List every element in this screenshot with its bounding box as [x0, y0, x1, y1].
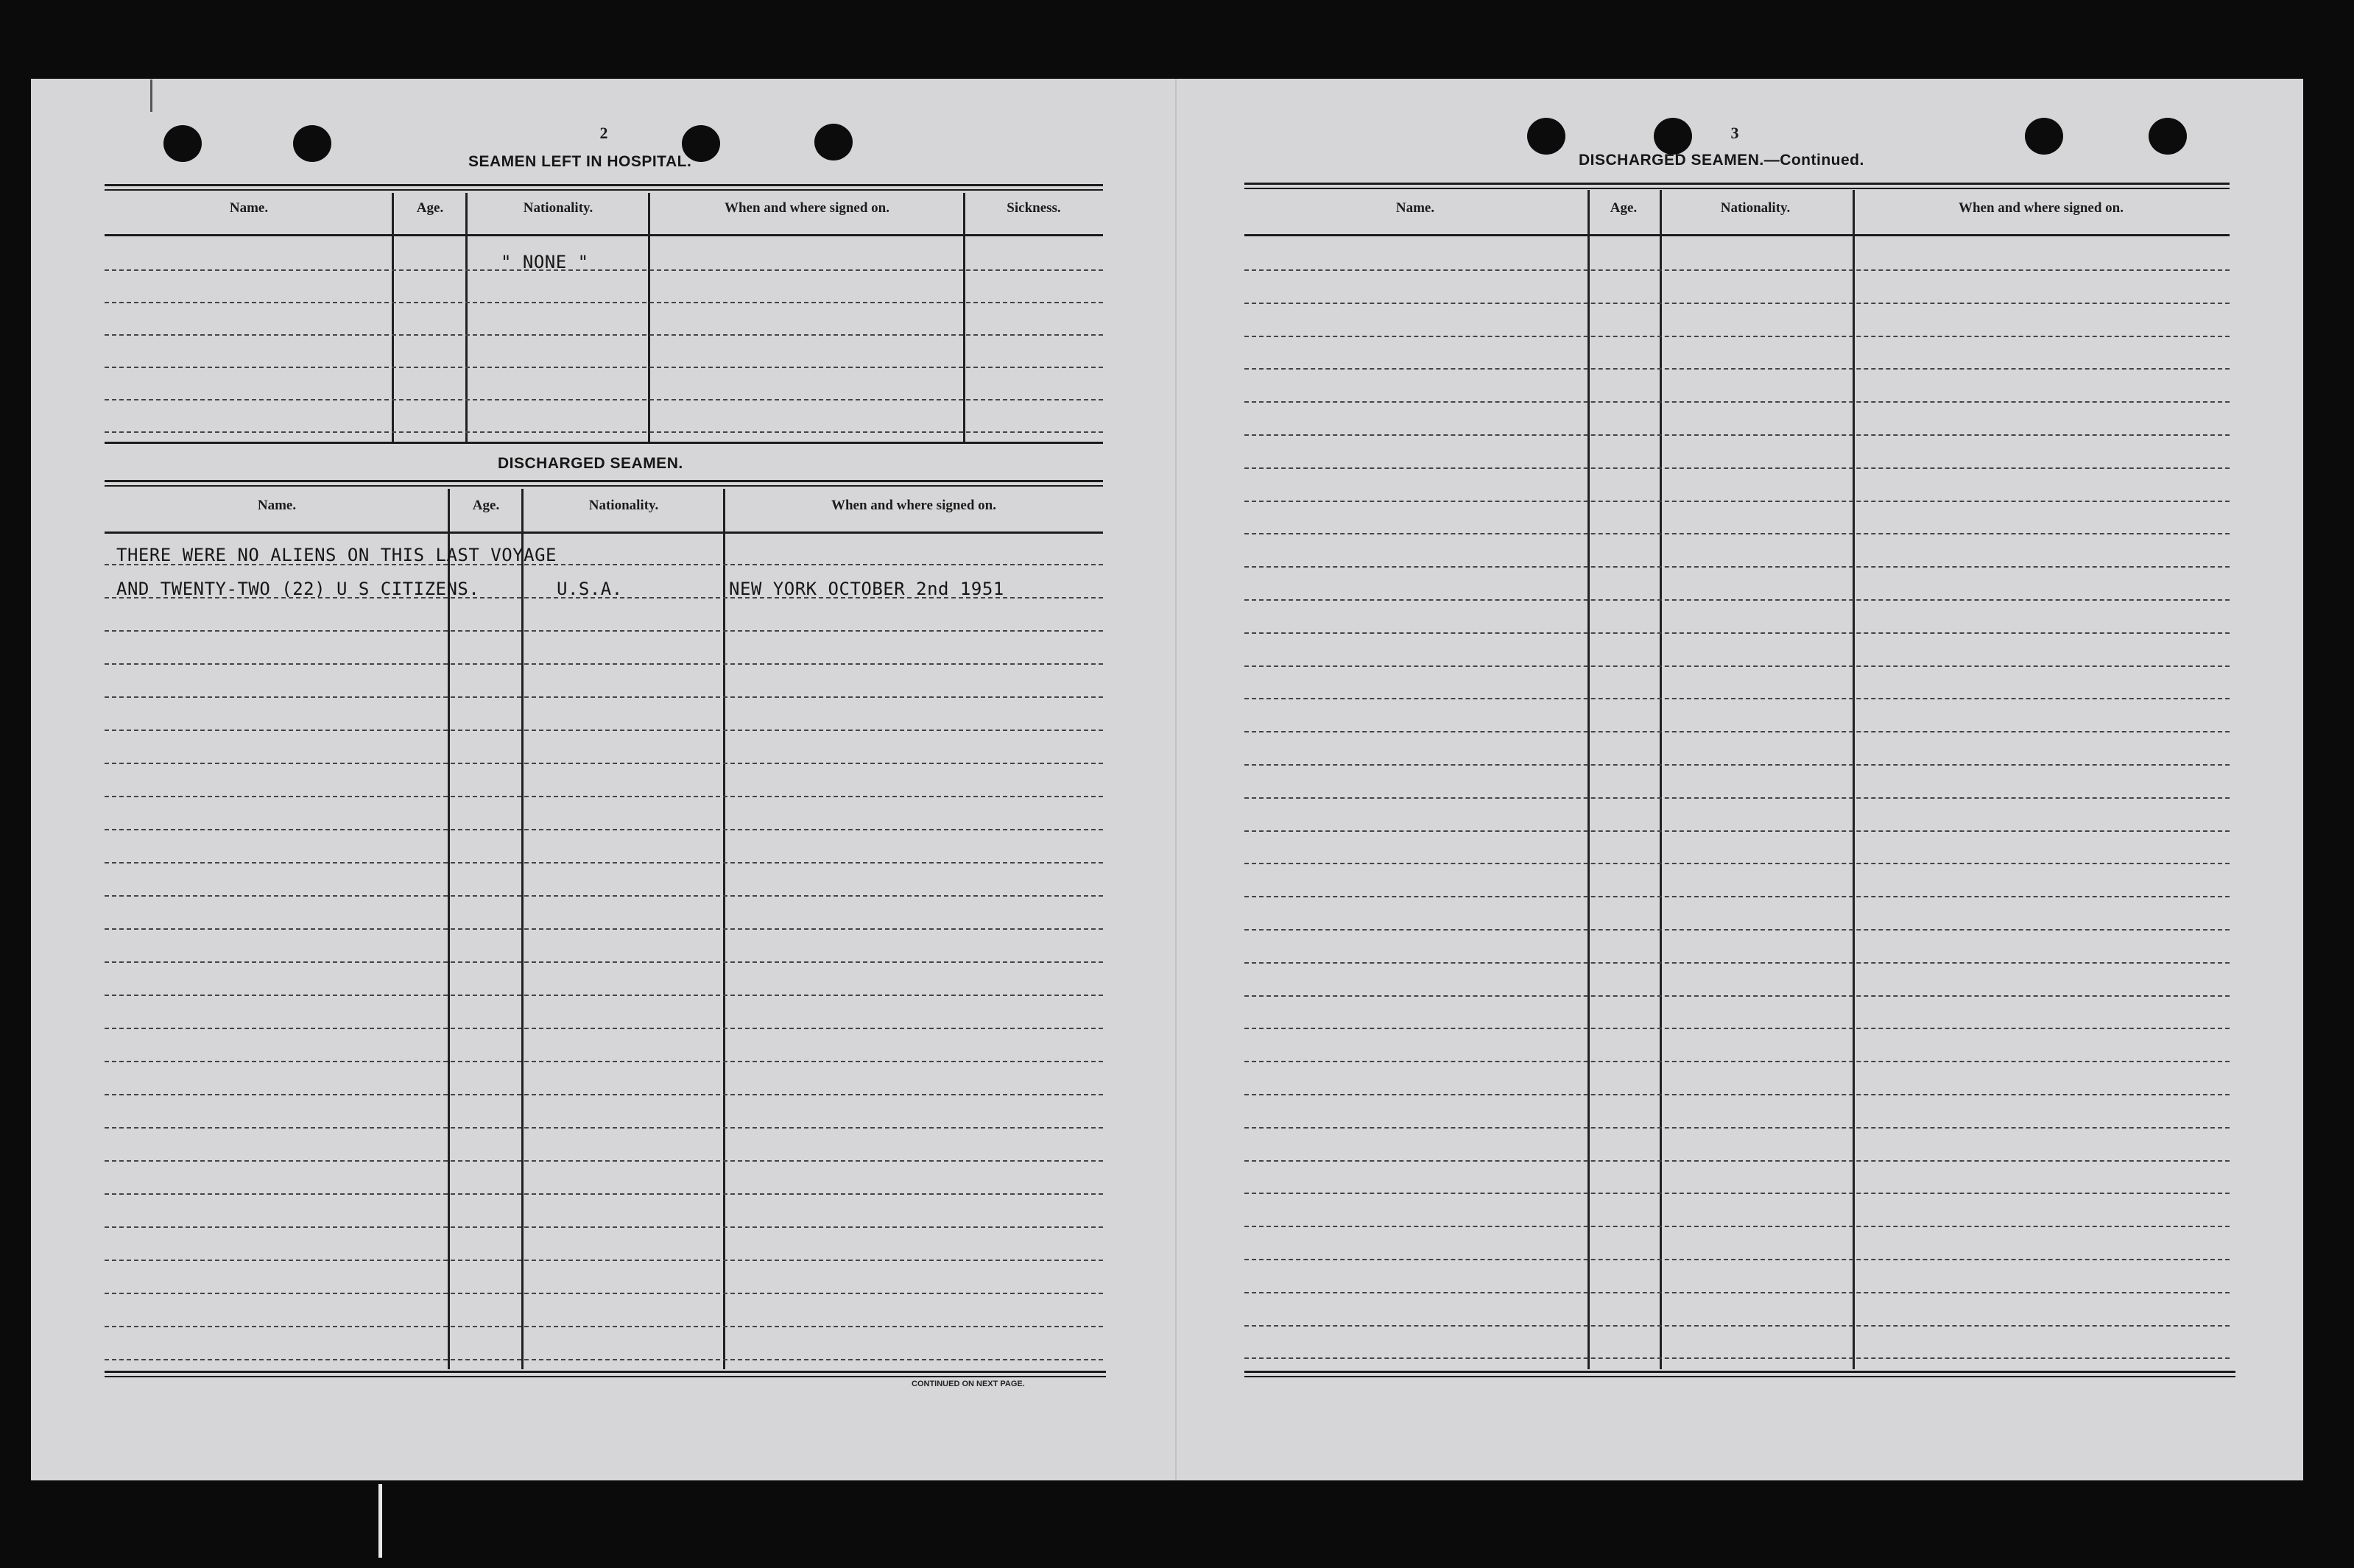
punch-hole — [2149, 118, 2187, 155]
hospital-row-line — [105, 367, 1103, 368]
row-line — [1244, 1061, 2230, 1062]
right-bottom-rule — [1244, 1371, 2235, 1373]
hospital-col-name: Name. — [229, 200, 269, 216]
hospital-row-line — [105, 334, 1103, 336]
hospital-row-line — [105, 399, 1103, 400]
punch-hole — [163, 125, 202, 162]
hospital-col-signed-on: When and where signed on. — [724, 200, 889, 216]
row-line — [1244, 731, 2230, 732]
hospital-header-rule — [105, 234, 1103, 236]
row-line — [105, 1226, 1103, 1228]
right-col-age: Age. — [1610, 200, 1638, 216]
row-line — [105, 1359, 1103, 1360]
hospital-bottom-rule — [105, 442, 1103, 444]
continued-note: CONTINUED ON NEXT PAGE. — [912, 1380, 1025, 1388]
discharged-top-rule — [105, 480, 1103, 482]
page-number-right: 3 — [1730, 124, 1739, 142]
row-line — [105, 895, 1103, 897]
discharged-line-2-nationality: U.S.A. — [557, 579, 623, 599]
hospital-col-age: Age. — [416, 200, 444, 216]
row-line — [1244, 632, 2230, 634]
hospital-row-line — [105, 431, 1103, 433]
row-line — [1244, 1292, 2230, 1293]
hospital-col-nationality: Nationality. — [523, 200, 593, 216]
row-line — [1244, 1094, 2230, 1095]
row-line — [1244, 1226, 2230, 1227]
row-line — [1244, 896, 2230, 897]
discharged-line-1: THERE WERE NO ALIENS ON THIS LAST VOYAGE — [116, 545, 557, 565]
hospital-col-divider — [963, 193, 965, 443]
right-col-signed-on: When and where signed on. — [1958, 200, 2124, 216]
row-line — [105, 564, 1103, 565]
row-line — [105, 829, 1103, 830]
row-line — [1244, 962, 2230, 964]
row-line — [105, 862, 1103, 864]
discharged-col-age: Age. — [472, 498, 500, 513]
row-line — [105, 663, 1103, 665]
hospital-col-sickness: Sickness. — [1007, 200, 1061, 216]
discharged-col-name: Name. — [257, 498, 297, 513]
punch-hole — [293, 125, 331, 162]
row-line — [1244, 764, 2230, 766]
discharged-header-rule — [105, 532, 1103, 534]
row-line — [105, 1061, 1103, 1062]
row-line — [1244, 599, 2230, 601]
discharged-line-2-signed-on: NEW YORK OCTOBER 2nd 1951 — [729, 579, 1004, 599]
row-line — [105, 1260, 1103, 1261]
row-line — [1244, 401, 2230, 403]
discharged-bottom-rule-2 — [105, 1376, 1106, 1377]
row-line — [105, 928, 1103, 930]
row-line — [105, 1127, 1103, 1129]
row-line — [1244, 501, 2230, 502]
punch-hole — [1654, 118, 1692, 155]
row-line — [1244, 1160, 2230, 1162]
hospital-entry-none: " NONE " — [501, 252, 589, 272]
punch-hole — [1527, 118, 1565, 155]
row-line — [105, 730, 1103, 731]
punch-hole — [2025, 118, 2063, 155]
row-line — [1244, 1259, 2230, 1260]
right-bottom-rule-2 — [1244, 1376, 2235, 1377]
row-line — [105, 995, 1103, 996]
page-number-left: 2 — [599, 124, 608, 142]
row-line — [1244, 566, 2230, 568]
scan-mark — [378, 1484, 382, 1558]
row-line — [105, 1326, 1103, 1327]
row-line — [105, 796, 1103, 797]
row-line — [105, 1193, 1103, 1195]
discharged-bottom-rule — [105, 1371, 1106, 1373]
row-line — [105, 1293, 1103, 1294]
row-line — [1244, 929, 2230, 930]
hospital-row-line — [105, 269, 1103, 271]
row-line — [105, 630, 1103, 632]
discharged-col-nationality: Nationality. — [588, 498, 659, 513]
row-line — [1244, 1193, 2230, 1194]
row-line — [1244, 665, 2230, 667]
row-line — [105, 1094, 1103, 1095]
row-line — [1244, 467, 2230, 469]
row-line — [1244, 533, 2230, 534]
row-line — [1244, 1325, 2230, 1327]
document-sheet — [31, 79, 2303, 1480]
row-line — [105, 1160, 1103, 1162]
hospital-col-divider — [392, 193, 394, 443]
row-line — [1244, 336, 2230, 337]
row-line — [1244, 1028, 2230, 1029]
hospital-section-title: SEAMEN LEFT IN HOSPITAL. — [468, 153, 692, 170]
row-line — [1244, 434, 2230, 436]
discharged-section-title: DISCHARGED SEAMEN. — [498, 455, 683, 472]
row-line — [105, 597, 1103, 598]
center-fold — [1175, 79, 1177, 1480]
punch-hole — [814, 124, 853, 160]
right-header-rule — [1244, 234, 2230, 236]
row-line — [105, 1028, 1103, 1029]
row-line — [1244, 698, 2230, 699]
hospital-top-rule — [105, 184, 1103, 186]
row-line — [1244, 1127, 2230, 1129]
right-top-rule — [1244, 183, 2230, 185]
right-col-name: Name. — [1395, 200, 1435, 216]
row-line — [1244, 995, 2230, 997]
right-col-nationality: Nationality. — [1720, 200, 1791, 216]
row-line — [1244, 269, 2230, 271]
discharged-line-2-name: AND TWENTY-TWO (22) U S CITIZENS. — [116, 579, 480, 599]
hospital-top-rule-2 — [105, 189, 1103, 191]
row-line — [105, 763, 1103, 764]
row-line — [105, 696, 1103, 698]
row-line — [1244, 863, 2230, 864]
hospital-col-divider — [465, 193, 468, 443]
row-line — [1244, 1357, 2230, 1359]
right-section-title: DISCHARGED SEAMEN.—Continued. — [1579, 152, 1864, 169]
row-line — [1244, 368, 2230, 370]
hospital-col-divider — [648, 193, 650, 443]
row-line — [105, 961, 1103, 963]
scan-mark — [150, 80, 152, 112]
row-line — [1244, 303, 2230, 304]
row-line — [1244, 830, 2230, 832]
discharged-top-rule-2 — [105, 485, 1103, 487]
row-line — [1244, 797, 2230, 799]
hospital-row-line — [105, 302, 1103, 303]
discharged-col-signed-on: When and where signed on. — [831, 498, 996, 513]
right-top-rule-2 — [1244, 188, 2230, 189]
